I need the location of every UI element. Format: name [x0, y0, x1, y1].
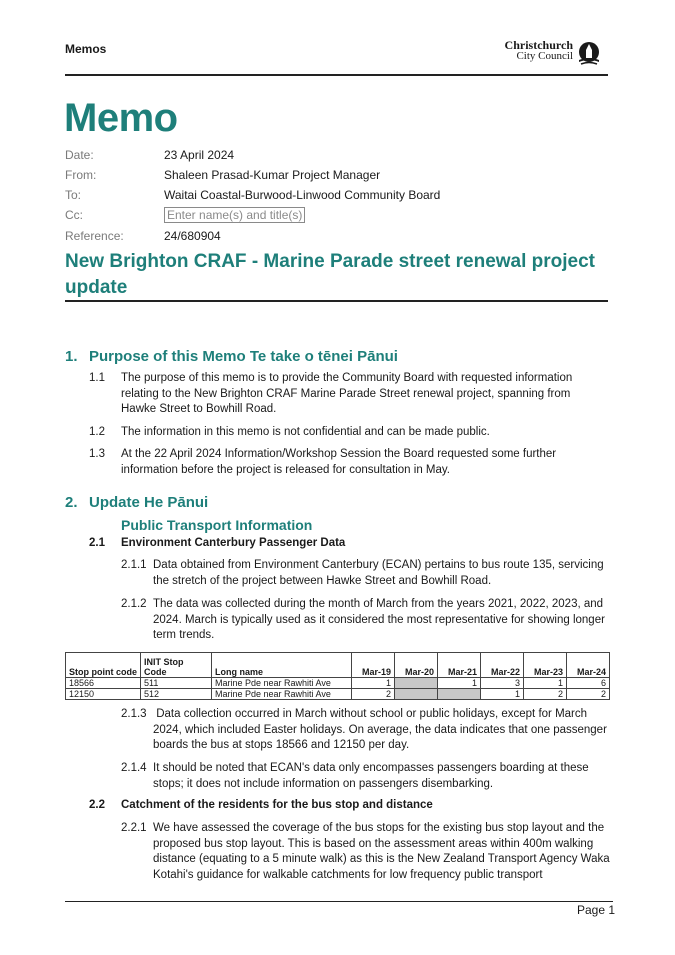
memo-subject: New Brighton CRAF - Marine Parade street renewal project update: [65, 251, 596, 298]
para-2-1-2-number: 2.1.2: [121, 598, 147, 610]
passenger-data-table: [65, 652, 610, 700]
table-cell: 1: [524, 678, 567, 689]
table-header-cell: INIT Stop Code: [141, 653, 212, 678]
page-number: Page 1: [577, 903, 616, 917]
public-transport-heading: Public Transport Information: [121, 517, 313, 533]
meta-reference-label: Reference:: [65, 229, 124, 243]
cc-field[interactable]: Enter name(s) and title(s): [164, 207, 305, 223]
table-cell: 511: [141, 678, 212, 689]
table-cell: [395, 689, 438, 700]
meta-cc-label: Cc:: [65, 208, 83, 222]
para-1-2-number: 1.2: [89, 426, 105, 438]
logo-line2: City Council: [516, 50, 573, 62]
para-2-1-number: 2.1: [89, 537, 105, 549]
para-2-1-1-text: Data obtained from Environment Canterbury (ECAN) pertains to bus route 135, servicing the stretch of the project between Hawke Street and Bowhill Road.: [153, 559, 604, 587]
para-1-3-text: At the 22 April 2024 Information/Workshop Session the Board requested some further information before the project is released for consultation in May.: [121, 448, 557, 476]
section2-title: Update He Pānui: [89, 494, 209, 511]
table-header-cell: Mar-21: [438, 653, 481, 678]
table-cell: 1: [352, 678, 395, 689]
meta-to-value: Waitai Coastal-Burwood-Linwood Community Board: [164, 188, 441, 202]
para-1-3-number: 1.3: [89, 448, 105, 460]
para-2-2-title: Catchment of the residents for the bus stop and distance: [121, 799, 433, 811]
meta-from-value: Shaleen Prasad-Kumar Project Manager: [164, 168, 381, 182]
meta-date-label: Date:: [65, 148, 94, 162]
logo-line1: Christchurch: [504, 38, 573, 52]
para-2-1-4-text: It should be noted that ECAN's data only encompasses passengers boarding at these stops; it does not include information on passengers disembarking.: [153, 762, 589, 790]
table-cell: 1: [481, 689, 524, 700]
table-cell: 1: [438, 678, 481, 689]
table-header-cell: Mar-23: [524, 653, 567, 678]
table-cell: 2: [352, 689, 395, 700]
table-cell: [395, 678, 438, 689]
section1-number: 1.: [65, 348, 78, 365]
para-2-1-title: Environment Canterbury Passenger Data: [121, 537, 346, 549]
footer-rule: [65, 901, 613, 902]
table-cell: 3: [481, 678, 524, 689]
header-label: Memos: [65, 42, 107, 56]
subject-rule: [65, 300, 608, 302]
table-header-cell: Mar-20: [395, 653, 438, 678]
table-header-cell: Mar-22: [481, 653, 524, 678]
table-header-cell: Stop point code: [66, 653, 141, 678]
section2-number: 2.: [65, 494, 78, 511]
para-2-2-1-number: 2.2.1: [121, 822, 147, 834]
para-2-1-1-number: 2.1.1: [121, 559, 147, 571]
table-row: [66, 689, 610, 700]
para-1-1-number: 1.1: [89, 372, 105, 384]
para-1-1-text: The purpose of this memo is to provide the Community Board with requested information relating to the New Brighton CRAF Marine Parade Street renewal project, spanning from Hawke Street to Bowhill Road.: [121, 372, 573, 415]
table-header-row: [66, 653, 610, 678]
table-cell: Marine Pde near Rawhiti Ave: [212, 689, 352, 700]
table-row: [66, 678, 610, 689]
table-cell: 12150: [66, 689, 141, 700]
table-header-cell: Mar-24: [567, 653, 610, 678]
table-cell: 2: [567, 689, 610, 700]
cathedral-icon: [577, 41, 601, 65]
table-cell: 2: [524, 689, 567, 700]
table-cell: 18566: [66, 678, 141, 689]
para-2-1-3-text: Data collection occurred in March without school or public holidays, except for March 2024, which included Easter holidays. On average, the data indicates that one passenger boards the bus at stops 18566 and 12150 per day.: [153, 708, 611, 751]
meta-date-value: 23 April 2024: [164, 148, 235, 162]
table-header-cell: Long name: [212, 653, 352, 678]
para-2-1-3-number: 2.1.3: [121, 708, 147, 720]
para-2-1-2-text: The data was collected during the month of March from the years 2021, 2022, 2023, and 2024. March is typically used as it considered the most representative for showing longer term trends.: [153, 598, 605, 641]
meta-to-label: To:: [65, 188, 82, 202]
para-2-2-1-text: We have assessed the coverage of the bus stops for the existing bus stop layout and the proposed bus stop layout. This is based on the assessment areas within 400m walking distance (equating to a 5 minute walk) as this is the New Zealand Transport Agency Waka Kotahi's guidance for walkable catchments for low frequency public transport: [153, 822, 610, 881]
para-2-2-number: 2.2: [89, 799, 105, 811]
meta-reference-value: 24/680904: [164, 229, 221, 243]
meta-from-label: From:: [65, 168, 97, 182]
table-cell: Marine Pde near Rawhiti Ave: [212, 678, 352, 689]
memo-title: Memo: [64, 96, 178, 140]
table-cell: [438, 689, 481, 700]
table-header-cell: Mar-19: [352, 653, 395, 678]
table-cell: 6: [567, 678, 610, 689]
council-logo: [493, 40, 601, 70]
section1-title: Purpose of this Memo Te take o tēnei Pānui: [89, 348, 398, 365]
para-2-1-4-number: 2.1.4: [121, 762, 147, 774]
header-rule: [65, 74, 608, 76]
para-1-2-text: The information in this memo is not confidential and can be made public.: [121, 426, 490, 438]
table-cell: 512: [141, 689, 212, 700]
